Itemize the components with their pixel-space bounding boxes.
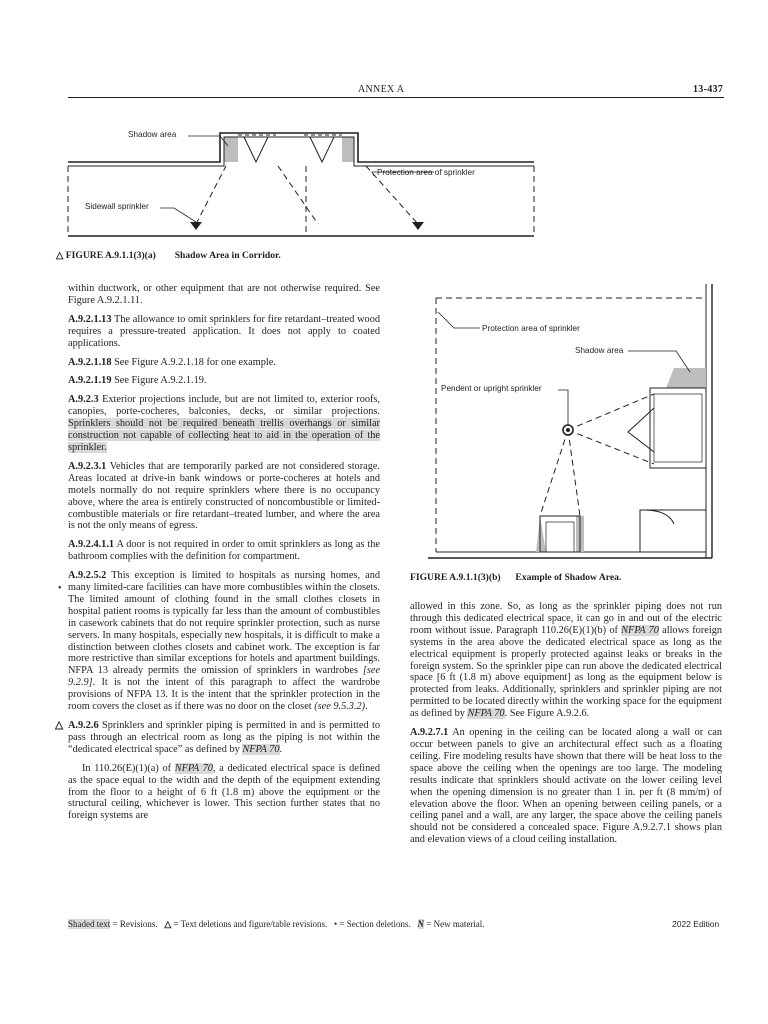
section-deletion-bullet: • — [58, 583, 62, 594]
shaded-revision: NFPA 70 — [621, 624, 659, 636]
door-frame-right-inner — [654, 394, 702, 462]
page-number: 13-437 — [693, 84, 724, 95]
header-rule — [68, 97, 724, 98]
section-number: A.9.2.5.2 — [68, 570, 107, 582]
leader-sidewall — [160, 208, 196, 222]
door-swing-right — [310, 137, 334, 162]
figure-b-number: FIGURE A.9.1.1(3)(b) — [410, 572, 501, 583]
paragraph: A.9.2.1.18 See Figure A.9.2.1.18 for one example. — [68, 356, 276, 368]
shadow-area-left — [224, 137, 238, 162]
section-number: A.9.2.1.18 — [68, 356, 112, 368]
sidewall-sprinkler-right — [412, 222, 424, 230]
closet-door-swing — [644, 510, 674, 524]
figure-a-number: FIGURE A.9.1.1(3)(a) — [65, 250, 156, 261]
paragraph: A.9.2.5.2 This exception is limited to hospitals as nursing homes, and many limited-care facilities can have more combustibles within the closets. The limited amount of clothing found in the small clothes closets in hospital patient rooms is typically far less than the amount of combustibles in casework cabinets that do not require sprinkler protection, such as nurse servers. In many hospitals, especially new hospitals, it is difficult to make a distinction between clothes closets and cabinet work. The exception is far more restrictive than similar exceptions for hotels and apartment buildings. NFPA 13 already permits the omission of sprinklers in wardrobes [see 9.2.9]. It is not the intent of this paragraph to affect the wardrobe provisions of NFPA 13. It is the intent that the sprinkler protection in the room covers the closet as if there was no door on the closet (see 9.5.3.2). — [68, 570, 381, 713]
running-header: ANNEX A — [358, 84, 405, 95]
shadow-area-right-b — [666, 368, 706, 388]
footer-legend: Shaded text = Revisions. △ = Text deletions and figure/table revisions. • = Section deletions. N = New material. — [68, 919, 485, 929]
shaded-revision: NFPA 70 — [242, 743, 280, 755]
shaded-revision: NFPA 70 — [467, 708, 505, 720]
bullet-icon: • — [334, 919, 338, 929]
shaded-text-sample: Shaded text — [68, 919, 111, 929]
paragraph: within ductwork, or other equipment that are not otherwise required. See Figure A.9.2.1.11. — [68, 283, 380, 306]
delta-icon: △ — [164, 919, 172, 929]
spray-line — [568, 430, 580, 516]
paragraph: A.9.2.7.1 An opening in the ceiling can be located along a wall or can occur between panels to give an architectural effect such as a floating ceiling. Fire modeling results have shown that there will be heat loss to the space above the ceiling when the openings are too large. The modeling results indicate that sprinklers should activate on the lower ceiling level when the opening dimension is no greater than 1 in. per ft (8 mm/m) of elevation above the floor. When an opening between ceiling panels, or a ceiling panel and a wall, are any larger, the space above the ceiling panels should not be considered a concealed space. Figure A.9.2.7.1 shows plan and elevation views of a cloud ceiling installation. — [410, 727, 722, 846]
pendent-sprinkler-center — [566, 428, 570, 432]
delta-icon: △ — [56, 250, 64, 261]
section-number: A.9.2.3 — [68, 394, 99, 406]
section-number: A.9.2.1.13 — [68, 313, 112, 325]
right-column — [410, 601, 722, 853]
section-number: A.9.2.6 — [68, 720, 99, 731]
spray-line — [568, 394, 654, 430]
figure-b-caption — [410, 572, 621, 583]
left-column — [55, 283, 381, 829]
spray-line — [196, 166, 226, 224]
paragraph: allowed in this zone. So, as long as the sprinkler piping does not run through this dedicated electrical space, it can go in and out of the electric room without issue. Paragraph 110.26(E)(1)(b) of NFPA 70 allows foreign systems in the area above the dedicated electrical space as long as the electrical equipment is properly protected against leaks or breaks in the foreign system. So the sprinkler pipe can run above the dedicated electrical space [6 ft (1.8 m) above equipment] as long as the equipment below is protected from leaks. Additionally, sprinklers and sprinkler piping are not permitted to be located directly within the working space for the equipment as defined by NFPA 70. See Figure A.9.2.6. — [410, 601, 722, 720]
label-protection-area-a: Protection area of sprinkler — [377, 168, 475, 177]
figure-a-title: Shadow Area in Corridor. — [174, 250, 281, 261]
paragraph: In 110.26(E)(1)(a) of NFPA 70, a dedicated electrical space is defined as the space equal to the width and the depth of the equipment extending from the floor to a height of 6 ft (1.8 m) above the equipment or the structural ceiling, whichever is lower. This section further states that no foreign systems are — [68, 762, 380, 822]
section-number: A.9.2.1.19 — [68, 375, 112, 387]
spray-line — [540, 430, 568, 516]
leader-protection-area-b — [438, 312, 480, 328]
section-number: A.9.2.4.1.1 — [68, 539, 115, 551]
paragraph: A.9.2.3 Exterior projections include, but are not limited to, exterior roofs, canopies, porte-cocheres, balconies, decks, or similar projections. Sprinklers should not be required beneath trellis overhangs or similar construction not capable of collecting heat to aid in the operation of the sprinkler. — [68, 394, 380, 453]
paragraph: A.9.2.1.19 See Figure A.9.2.1.19. — [68, 375, 207, 387]
leader-shadow-area — [188, 136, 228, 146]
label-protection-area-b: Protection area of sprinkler — [482, 324, 580, 333]
figure-a-caption — [56, 250, 281, 261]
paragraph: A.9.2.4.1.1 A door is not required in order to omit sprinklers as long as the bathroom complies with the definition for compartment. — [68, 539, 380, 563]
door-frame-right — [650, 388, 706, 468]
label-sidewall-sprinkler: Sidewall sprinkler — [85, 202, 149, 211]
label-shadow-area-b: Shadow area — [575, 346, 624, 355]
figure-b-title: Example of Shadow Area. — [515, 572, 622, 583]
shadow-area-bottom-b — [536, 516, 546, 552]
paragraph: △ A.9.2.6 Sprinklers and sprinkler piping is permitted in and is permitted to pass through an electrical room as long as the piping is not within the “dedicated electrical space” as defined by NFPA 70. — [55, 720, 380, 755]
shaded-revision: Sprinklers should not be required beneath trellis overhangs or similar construction not capable of collecting heat to aid in the operation of the sprinkler. — [68, 418, 380, 453]
label-shadow-area-a: Shadow area — [128, 130, 177, 139]
edition-label: 2022 Edition — [672, 919, 720, 929]
delta-icon: △ — [55, 720, 63, 731]
door-frame-bottom-inner — [546, 522, 574, 552]
section-number: A.9.2.3.1 — [68, 460, 107, 472]
paragraph: A.9.2.1.13 The allowance to omit sprinklers for fire retardant–treated wood requires a pressure-treated application. It does not apply to coated applications. — [68, 313, 380, 349]
paragraph: A.9.2.3.1 Vehicles that are temporarily parked are not considered storage. Areas located at drive-in bank windows or porte-cocheres at hotels and motels normally do not require sprinklers where there is no occupancy above, where the area is entirely constructed of noncombustible or limited-combustible materials or fire retardant–treated lumber, and where the area is not the only means of egress. — [68, 460, 380, 532]
shaded-revision: NFPA 70 — [174, 762, 213, 774]
leader-pendent — [558, 390, 568, 426]
spray-line — [568, 430, 654, 464]
spray-line — [278, 166, 318, 224]
sidewall-sprinkler-left — [190, 222, 202, 230]
shadow-area-right — [342, 137, 354, 162]
closet-right — [640, 510, 706, 552]
section-number: A.9.2.7.1 — [410, 727, 449, 739]
label-pendent-sprinkler: Pendent or upright sprinkler — [441, 384, 542, 393]
door-swing-left — [244, 137, 268, 162]
figure-a-corridor-diagram — [64, 124, 544, 246]
new-material-icon: N — [417, 919, 424, 929]
